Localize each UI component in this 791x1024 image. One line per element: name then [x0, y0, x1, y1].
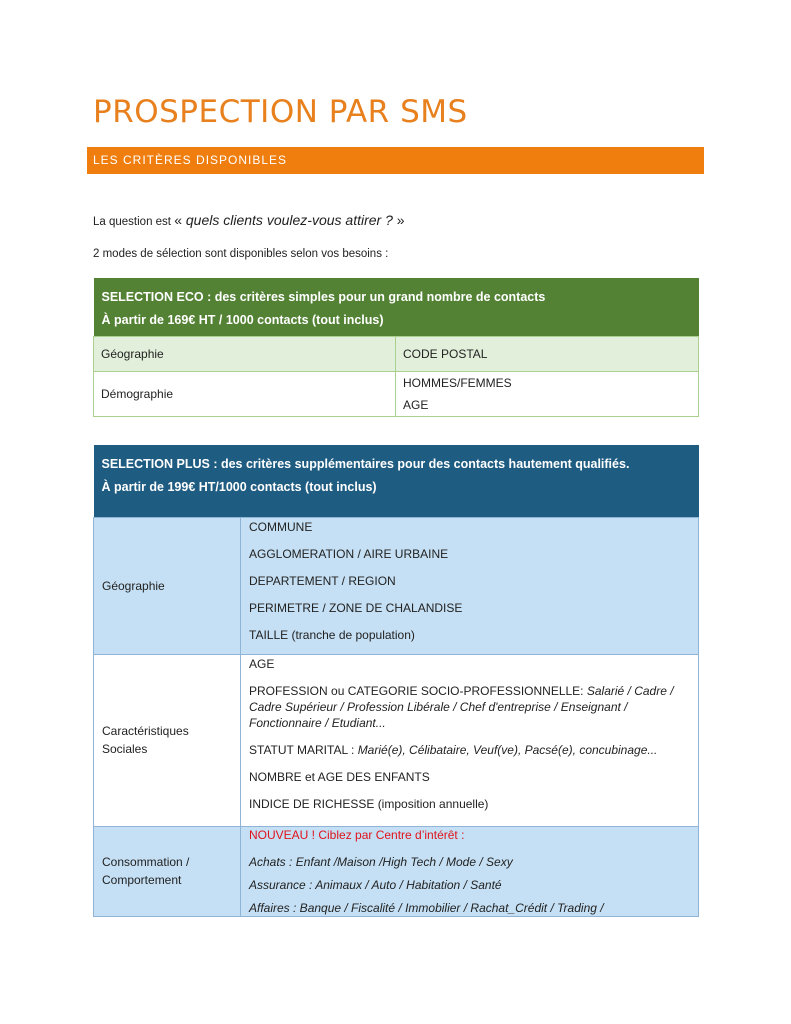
eco-demo-value: AGE [403, 398, 429, 412]
list-item [249, 683, 690, 731]
conso-label-line1: Consommation / [102, 855, 190, 869]
eco-demo-value: HOMMES/FEMMES [403, 376, 512, 390]
list-item: COMMUNE [249, 519, 313, 534]
plus-geo-values [241, 517, 699, 654]
plus-header-line1: SELECTION PLUS : des critères supplémentaires pour des contacts hautement qualifiés. [101, 457, 630, 471]
list-item: TAILLE (tranche de population) [249, 627, 415, 642]
plus-header [94, 445, 699, 517]
list-item: INDICE DE RICHESSE (imposition annuelle) [249, 796, 489, 811]
page-title: PROSPECTION PAR SMS [93, 94, 468, 130]
eco-demo-values [396, 372, 699, 417]
list-item: NOMBRE et AGE DES ENFANTS [249, 769, 430, 784]
intro-paragraph [93, 212, 405, 228]
conso-label-line2: Comportement [102, 873, 182, 887]
intro-close-quote: » [392, 212, 405, 228]
list-item: Assurance : Animaux / Auto / Habitation / Santé [249, 877, 502, 892]
plus-header-line2: À partir de 199€ HT/1000 contacts (tout inclus) [101, 480, 377, 494]
modes-paragraph: 2 modes de sélection sont disponibles selon vos besoins : [93, 248, 389, 260]
intro-prefix: La question est [93, 216, 175, 228]
intro-question: quels clients voulez-vous attirer ? [185, 212, 393, 228]
section-banner: LES CRITÈRES DISPONIBLES [87, 147, 704, 174]
eco-demo-label: Démographie [94, 372, 396, 417]
table-row [94, 826, 699, 916]
profession-detail: Salarié / Cadre / Cadre Supérieur / Profession Libérale / Chef d'entreprise / Enseignant / Fonctionnaire / Etudiant... [249, 683, 674, 730]
list-item: AGGLOMERATION / AIRE URBAINE [249, 546, 449, 561]
table-row [94, 517, 699, 654]
plus-social-label: Caractéristiques Sociales [94, 654, 241, 826]
list-item: AGE [249, 656, 275, 671]
list-item: Achats : Enfant /Maison /High Tech / Mode / Sexy [249, 854, 513, 869]
statut-detail: Marié(e), Célibataire, Veuf(ve), Pacsé(e), concubinage... [357, 742, 658, 757]
list-item: DEPARTEMENT / REGION [249, 573, 396, 588]
profession-prefix: PROFESSION ou CATEGORIE SOCIO-PROFESSIONNELLE: [249, 683, 587, 698]
eco-header-line2: À partir de 169€ HT / 1000 contacts (tout inclus) [101, 313, 384, 327]
plus-conso-label [94, 826, 241, 916]
plus-geo-label: Géographie [94, 517, 241, 654]
plus-table [93, 445, 699, 917]
table-row [94, 337, 699, 372]
intro-open-quote: « [174, 212, 186, 228]
plus-social-values [241, 654, 699, 826]
table-row [94, 372, 699, 417]
nouveau-notice: NOUVEAU ! Ciblez par Centre d’intérêt : [249, 827, 465, 842]
plus-conso-values [241, 826, 699, 916]
eco-header-line1: SELECTION ECO : des critères simples pour un grand nombre de contacts [101, 290, 546, 304]
eco-header [94, 278, 699, 337]
list-item: Affaires : Banque / Fiscalité / Immobilier / Rachat_Crédit / Trading / [249, 900, 604, 915]
eco-header-row [94, 278, 699, 337]
eco-table [93, 278, 699, 417]
plus-header-row [94, 445, 699, 517]
list-item: PERIMETRE / ZONE DE CHALANDISE [249, 600, 463, 615]
list-item [249, 742, 690, 758]
table-row [94, 654, 699, 826]
statut-prefix: STATUT MARITAL : [249, 742, 358, 757]
eco-geo-value: CODE POSTAL [396, 337, 699, 372]
eco-geo-label: Géographie [94, 337, 396, 372]
